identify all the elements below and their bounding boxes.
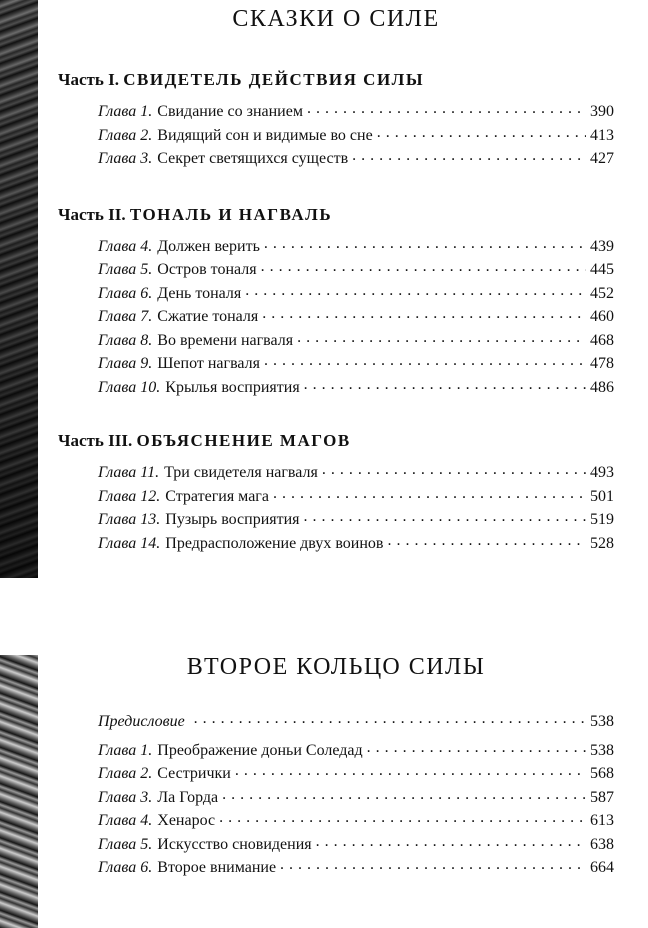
- page-number: 501: [590, 487, 614, 505]
- chapter-title: Пузырь восприятия: [165, 511, 300, 528]
- toc-entry[interactable]: [98, 376, 614, 400]
- chapter-label: Глава 8.: [98, 331, 153, 349]
- toc-entry[interactable]: [98, 485, 614, 509]
- toc-list: [58, 235, 614, 400]
- chapter-title: Сжатие тоналя: [157, 308, 259, 325]
- toc-entry[interactable]: [98, 461, 614, 485]
- chapter-title: Три свидетеля нагваля: [164, 464, 318, 481]
- toc-entry[interactable]: [98, 329, 614, 353]
- chapter-label: Глава 9.: [98, 355, 153, 372]
- dot-leader: [261, 258, 586, 274]
- chapter-title: Крылья восприятия: [165, 378, 300, 396]
- dot-leader: [304, 376, 586, 392]
- toc-entry[interactable]: [98, 856, 614, 880]
- part-block: [58, 69, 614, 171]
- chapter-label: Глава 1.: [98, 741, 153, 759]
- toc-list: [58, 739, 614, 880]
- page-number: 390: [590, 103, 614, 120]
- chapter-title: Свидание со знанием: [157, 103, 303, 120]
- chapter-title: День тоналя: [157, 284, 242, 302]
- dot-leader: [307, 100, 586, 116]
- book-title: СКАЗКИ О СИЛЕ: [232, 6, 440, 32]
- toc-list: [58, 461, 614, 555]
- dot-leader: [322, 461, 586, 477]
- page-number: 439: [590, 237, 614, 255]
- chapter-title: Ла Горда: [157, 788, 219, 806]
- page-number: 538: [590, 713, 614, 730]
- page-number: 413: [590, 126, 614, 144]
- page-number: 468: [590, 331, 614, 349]
- chapter-title: Шепот нагваля: [157, 355, 261, 372]
- toc-entry[interactable]: [98, 508, 614, 532]
- dot-leader: [297, 329, 586, 345]
- toc-entry[interactable]: [98, 305, 614, 329]
- page-number: 519: [590, 511, 614, 528]
- dot-leader: [304, 508, 586, 524]
- chapter-label: Глава 4.: [98, 812, 153, 829]
- part-name: ОБЪЯСНЕНИЕ МАГОВ: [136, 431, 351, 450]
- chapter-label: Глава 14.: [98, 534, 161, 552]
- toc-entry[interactable]: [98, 282, 614, 306]
- page-number: 493: [590, 464, 614, 481]
- toc-entry[interactable]: [98, 532, 614, 556]
- dot-leader: [316, 833, 586, 849]
- toc-list: [58, 100, 614, 171]
- page-number: 613: [590, 812, 614, 829]
- chapter-label: Глава 4.: [98, 237, 153, 255]
- chapter-title: Должен верить: [157, 237, 260, 255]
- book-section-second-ring-of-power: [58, 648, 614, 880]
- toc-list: [58, 710, 614, 734]
- part-label: Часть III.: [58, 431, 133, 450]
- chapter-label: Глава 3.: [98, 788, 153, 806]
- chapter-title: Предрасположение двух воинов: [165, 534, 384, 552]
- dot-leader: [245, 282, 586, 298]
- chapter-title: Остров тоналя: [157, 261, 257, 278]
- chapter-label: Предисловие: [98, 713, 185, 730]
- dot-leader: [262, 305, 586, 321]
- chapter-label: Глава 12.: [98, 487, 161, 505]
- toc-entry[interactable]: [98, 786, 614, 810]
- page-number: 486: [590, 378, 614, 396]
- chapter-label: Глава 11.: [98, 464, 160, 481]
- decorative-side-illustration: [0, 655, 38, 928]
- chapter-title: Стратегия мага: [165, 487, 269, 505]
- toc-entry-preface[interactable]: [98, 710, 614, 734]
- chapter-label: Глава 2.: [98, 126, 153, 144]
- page-number: 528: [590, 534, 614, 552]
- dot-leader: [264, 352, 586, 368]
- book-section-tales-of-power: [58, 0, 614, 555]
- dot-leader: [352, 147, 586, 163]
- page-number: 568: [590, 765, 614, 782]
- part-label: Часть II.: [58, 204, 126, 224]
- part-block: [58, 430, 614, 555]
- dot-leader: [273, 485, 586, 501]
- chapter-title: Второе внимание: [157, 859, 277, 876]
- toc-entry[interactable]: [98, 124, 614, 148]
- part-name: ТОНАЛЬ И НАГВАЛЬ: [129, 204, 333, 224]
- chapter-label: Глава 2.: [98, 765, 153, 782]
- page-number: 427: [590, 150, 614, 167]
- chapter-label: Глава 1.: [98, 103, 153, 120]
- decorative-side-illustration: [0, 0, 38, 578]
- part-title: [58, 204, 614, 226]
- page-number: 460: [590, 308, 614, 325]
- chapter-title: Во времени нагваля: [157, 331, 294, 349]
- page-number: 478: [590, 355, 614, 372]
- toc-entry[interactable]: [98, 833, 614, 857]
- toc-entry[interactable]: [98, 809, 614, 833]
- chapter-title: Хенарос: [157, 812, 216, 829]
- page-number: 538: [590, 741, 614, 759]
- chapter-label: Глава 5.: [98, 261, 153, 278]
- dot-leader: [264, 235, 586, 251]
- toc-entry[interactable]: [98, 739, 614, 763]
- chapter-label: Глава 6.: [98, 284, 153, 302]
- part-label: Часть I.: [58, 70, 119, 89]
- toc-entry[interactable]: [98, 147, 614, 171]
- dot-leader: [280, 856, 586, 872]
- chapter-title: Сестрички: [157, 765, 231, 782]
- toc-entry[interactable]: [98, 352, 614, 376]
- part-title: [58, 430, 614, 452]
- chapter-label: Глава 5.: [98, 835, 153, 853]
- chapter-label: Глава 13.: [98, 511, 161, 528]
- chapter-title: Видящий сон и видимые во сне: [157, 126, 373, 144]
- toc-entry[interactable]: [98, 100, 614, 124]
- page-number: 445: [590, 261, 614, 278]
- part-name: СВИДЕТЕЛЬ ДЕЙСТВИЯ СИЛЫ: [123, 70, 425, 89]
- dot-leader: [222, 786, 586, 802]
- dot-leader: [367, 739, 586, 755]
- chapter-label: Глава 7.: [98, 308, 153, 325]
- dot-leader: [194, 710, 586, 726]
- dot-leader: [235, 762, 586, 778]
- toc-entry[interactable]: [98, 235, 614, 259]
- chapter-title: Секрет светящихся существ: [157, 150, 349, 167]
- part-title: [58, 69, 614, 91]
- chapter-title: Преображение доньи Соледад: [157, 741, 363, 759]
- chapter-label: Глава 3.: [98, 150, 153, 167]
- book-title: ВТОРОЕ КОЛЬЦО СИЛЫ: [186, 654, 486, 680]
- chapter-label: Глава 6.: [98, 859, 153, 876]
- page-number: 452: [590, 284, 614, 302]
- toc-entry[interactable]: [98, 258, 614, 282]
- part-block: [58, 204, 614, 400]
- toc-entry[interactable]: [98, 762, 614, 786]
- dot-leader: [377, 124, 586, 140]
- dot-leader: [219, 809, 586, 825]
- dot-leader: [387, 532, 586, 548]
- chapter-title: Искусство сновидения: [157, 835, 312, 853]
- page-number: 638: [590, 835, 614, 853]
- page-number: 587: [590, 788, 614, 806]
- page-number: 664: [590, 859, 614, 876]
- chapter-label: Глава 10.: [98, 378, 161, 396]
